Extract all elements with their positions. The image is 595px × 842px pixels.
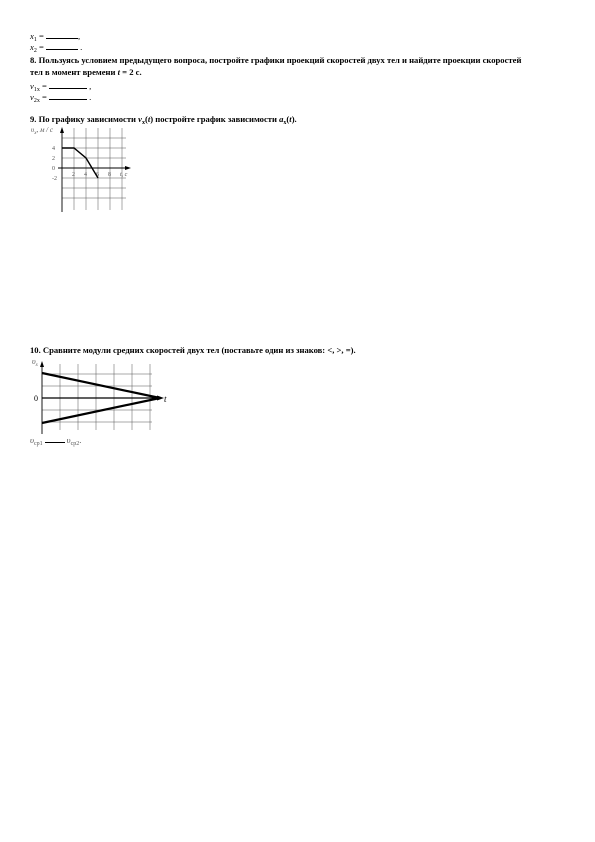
q9-text-c: ) постройте график зависимости [150, 114, 280, 124]
q9-x-tick-label: 6 [96, 172, 99, 178]
q10-text: 10. Сравните модули средних скоростей двух тел (поставьте один из знаков: <, >, =). [30, 345, 356, 355]
q10-series-line-2 [42, 398, 160, 423]
answer-v2x [30, 91, 91, 106]
velocity-chart-q9 [28, 124, 138, 214]
q9-y-tick-label: 2 [52, 156, 55, 162]
x1-blank[interactable] [46, 30, 81, 41]
q10-origin-label: 0 [34, 394, 38, 403]
cmp-end: . [79, 435, 82, 445]
q9-ax-subscript: x [283, 120, 287, 126]
q9-text-d: ( [286, 114, 290, 124]
q9-y-arrow [60, 127, 64, 133]
q8-t-symbol: t [117, 67, 121, 77]
v2-end: . [86, 92, 92, 102]
q9-x-tick-label: 4 [84, 172, 87, 178]
v2-subscript: 2x [33, 98, 40, 104]
q9-x-tick-label: 8 [108, 172, 111, 178]
q10-comparison [30, 434, 81, 449]
x2-equals: = [36, 42, 46, 52]
x1-equals: = [36, 31, 46, 41]
x1-symbol: x [30, 31, 34, 41]
q9-t2-symbol: t [289, 114, 292, 124]
v2-equals: = [39, 92, 49, 102]
v2-blank[interactable] [49, 91, 87, 100]
q10-series-line-1 [42, 373, 160, 398]
q8-line1: 8. Пользуясь условием предыдущего вопроса, постройте графики проекций скоростей двух тел и найдите проекции скоростей [30, 55, 522, 65]
q9-tick-labels [52, 146, 111, 182]
q9-y-label: $\upsilon_x$, м / с [31, 126, 53, 136]
q9-y-tick-label: -2 [52, 176, 57, 182]
q8-line2-b: = 2 с. [120, 67, 142, 77]
q9-y-tick-label: 4 [52, 146, 55, 152]
cmp-right-subscript: ср2 [70, 441, 80, 447]
q10-y-label: $\upsilon_x$ [32, 357, 38, 368]
x2-symbol: x [30, 42, 34, 52]
q9-y-tick-label: 0 [52, 166, 55, 172]
v2-symbol: v [30, 92, 34, 102]
q9-vx-subscript: x [141, 120, 145, 126]
q9-t1-symbol: t [147, 114, 151, 124]
x1-end: , [77, 31, 81, 41]
v1-equals: = [39, 81, 49, 91]
q9-x-tick-label: 2 [72, 172, 75, 178]
q9-text-b: ( [144, 114, 148, 124]
cmp-left-subscript: ср1 [33, 441, 43, 447]
x1-subscript: 1 [33, 37, 37, 43]
cmp-right-symbol: υ [66, 435, 71, 445]
comparison-blank[interactable] [45, 434, 65, 443]
q9-x-arrow [125, 166, 131, 170]
v1-blank[interactable] [49, 80, 87, 89]
q8-line2-a: тел в момент времени [30, 67, 118, 77]
v1-subscript: 1x [33, 87, 40, 93]
q8-line2 [30, 67, 142, 77]
x2-blank[interactable] [46, 41, 78, 50]
cmp-left-symbol: υ [30, 435, 34, 445]
v1-end: , [86, 81, 92, 91]
q9-x-label: t, с [120, 172, 128, 178]
q9-text-a: 9. По графику зависимости [30, 114, 139, 124]
q9-velocity-line [62, 148, 98, 178]
q9-text-e: ). [291, 114, 297, 124]
x2-end: . [77, 42, 83, 52]
q9-vx-symbol: v [138, 114, 142, 124]
q9-ax-symbol: a [279, 114, 284, 124]
q10-x-label: t [164, 394, 167, 404]
q9-grid [62, 128, 126, 210]
v1-symbol: v [30, 81, 34, 91]
q10-y-arrow [40, 361, 44, 367]
answer-x2 [30, 41, 82, 56]
x2-subscript: 2 [33, 48, 37, 54]
